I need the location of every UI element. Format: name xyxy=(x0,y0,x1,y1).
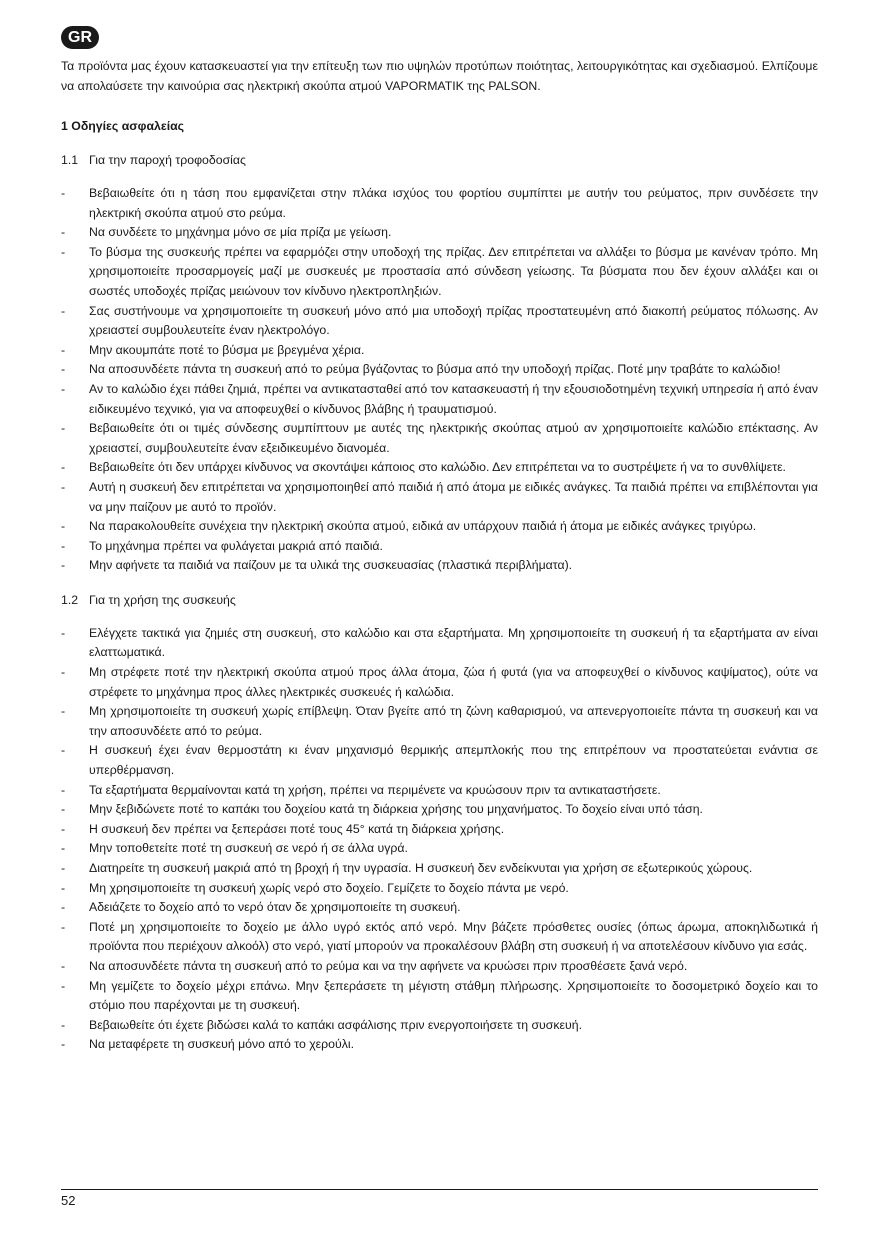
list-item: - Αδειάζετε το δοχείο από το νερό όταν δε χρησιμοποιείτε τη συσκευή. xyxy=(61,898,818,918)
footer-divider xyxy=(61,1189,818,1190)
list-item: - Να συνδέετε το μηχάνημα μόνο σε μία πρίζα με γείωση. xyxy=(61,223,818,243)
list-item: - Βεβαιωθείτε ότι δεν υπάρχει κίνδυνος να σκοντάψει κάποιος στο καλώδιο. Δεν επιτρέπεται να το συστρέψετε ή να το συνθλίψετε. xyxy=(61,458,818,478)
list-item: - Μην ξεβιδώνετε ποτέ το καπάκι του δοχείου κατά τη διάρκεια χρήσης του μηχανήματος. Το δοχείο είναι υπό τάση. xyxy=(61,800,818,820)
list-item: - Μην αφήνετε τα παιδιά να παίζουν με τα υλικά της συσκευασίας (πλαστικά περιβλήματα). xyxy=(61,556,818,576)
page-number: 52 xyxy=(61,1193,76,1208)
page-content xyxy=(61,56,818,1055)
list-item: - Να παρακολουθείτε συνέχεια την ηλεκτρική σκούπα ατμού, ειδικά αν υπάρχουν παιδιά ή άτομα με ειδικές ανάγκες τριγύρω. xyxy=(61,517,818,537)
subsection-2-heading xyxy=(61,590,818,610)
list-item: - Η συσκευή έχει έναν θερμοστάτη κι έναν μηχανισμό θερμικής απεμπλοκής που της επιτρέπουν να προστατεύεται ενάντια σε υπερθέρμανση. xyxy=(61,741,818,780)
list-item: - Μη χρησιμοποιείτε τη συσκευή χωρίς νερό στο δοχείο. Γεμίζετε το δοχείο πάντα με νερό. xyxy=(61,879,818,899)
list-item: - Τα εξαρτήματα θερμαίνονται κατά τη χρήση, πρέπει να περιμένετε να κρυώσουν πριν τα αντικαταστήσετε. xyxy=(61,781,818,801)
subsection-1-number: 1.1 xyxy=(61,153,79,167)
list-item: - Μη στρέφετε ποτέ την ηλεκτρική σκούπα ατμού προς άλλα άτομα, ζώα ή φυτά (για να αποφευχθεί ο κίνδυνος καψίματος), ούτε να στρέφετε το μηχάνημα προς άλλες ηλεκτρικές συσκευές ή καλώδια. xyxy=(61,663,818,702)
list-item: - Το μηχάνημα πρέπει να φυλάγεται μακριά από παιδιά. xyxy=(61,537,818,557)
list-item: - Αυτή η συσκευή δεν επιτρέπεται να χρησιμοποιηθεί από παιδιά ή από άτομα με ειδικές ανάγκες. Τα παιδιά πρέπει να επιβλέπονται για να μην παίζουν με αυτό το προϊόν. xyxy=(61,478,818,517)
list-item: - Μην τοποθετείτε ποτέ τη συσκευή σε νερό ή σε άλλα υγρά. xyxy=(61,839,818,859)
list-item: - Βεβαιωθείτε ότι έχετε βιδώσει καλά το καπάκι ασφάλισης πριν ενεργοποιήσετε τη συσκευή. xyxy=(61,1016,818,1036)
list-item: - Να μεταφέρετε τη συσκευή μόνο από το χερούλι. xyxy=(61,1035,818,1055)
list-item: - Σας συστήνουμε να χρησιμοποιείτε τη συσκευή μόνο από μια υποδοχή πρίζας προστατευμένη από διακοπή ρεύματος πόλωσης. Αν χρειαστεί συμβουλευτείτε έναν ηλεκτρολόγο. xyxy=(61,302,818,341)
list-item: - Το βύσμα της συσκευής πρέπει να εφαρμόζει στην υποδοχή της πρίζας. Δεν επιτρέπεται να αλλάξει το βύσμα με κανέναν τρόπο. Μη χρησιμοποιείτε προσαρμογείς μαζί με συσκευές με προστασία από σύνδεση γείωσης. Τα βύσματα που δεν έχουν αλλάξει και οι σωστές υποδοχές πρίζας μειώνουν τον κίνδυνο ηλεκτροπληξιών. xyxy=(61,243,818,302)
subsection-2-number: 1.2 xyxy=(61,592,79,607)
subsection-2-title: Για τη χρήση της συσκευής xyxy=(89,592,236,607)
list-item: - Βεβαιωθείτε ότι οι τιμές σύνδεσης συμπίπτουν με αυτές της ηλεκτρικής σκούπας ατμού αν χρησιμοποιείτε καλώδιο επέκτασης. Αν χρειαστεί, συμβουλευτείτε έναν εξειδικευμένο διανομέα. xyxy=(61,419,818,458)
list-item: - Να αποσυνδέετε πάντα τη συσκευή από το ρεύμα βγάζοντας το βύσμα από την υποδοχή πρίζας. Ποτέ μην τραβάτε το καλώδιο! xyxy=(61,360,818,380)
intro-paragraph: Τα προϊόντα μας έχουν κατασκευαστεί για την επίτευξη των πιο υψηλών προτύπων ποιότητας, λειτουργικότητας και σχεδιασμού. Ελπίζουμε να απολαύσετε την καινούρια σας ηλεκτρική σκούπα ατμού VAPORMATIK της PALSON. xyxy=(61,59,818,93)
subsection-1-title: Για την παροχή τροφοδοσίας xyxy=(89,153,246,167)
subsection-1-heading xyxy=(61,150,818,170)
list-item: - Βεβαιωθείτε ότι η τάση που εμφανίζεται στην πλάκα ισχύος του φορτίου συμπίπτει με αυτήν του ρεύματος, πριν συνδέσετε την ηλεκτρική σκούπα ατμού στο ρεύμα. xyxy=(61,184,818,223)
list-item: - Αν το καλώδιο έχει πάθει ζημιά, πρέπει να αντικατασταθεί από τον κατασκευαστή ή την εξουσιοδοτημένη τεχνική υπηρεσία ή από έναν ειδικευμένο τεχνικό, για να αποφευχθεί ο κίνδυνος βλάβης ή τραυματισμού. xyxy=(61,380,818,419)
list-item: - Διατηρείτε τη συσκευή μακριά από τη βροχή ή την υγρασία. Η συσκευή δεν ενδείκνυται για χρήση σε εξωτερικούς χώρους. xyxy=(61,859,818,879)
list-item: - Ελέγχετε τακτικά για ζημιές στη συσκευή, στο καλώδιο και στα εξαρτήματα. Μη χρησιμοποιείτε τη συσκευή ή τα εξαρτήματα αν είναι ελαττωματικά. xyxy=(61,624,818,663)
list-item: - Μη γεμίζετε το δοχείο μέχρι επάνω. Μην ξεπεράσετε τη μέγιστη στάθμη πλήρωσης. Χρησιμοποιείτε το δοσομετρικό δοχείο και το στόμιο που παρέχονται με τη συσκευή. xyxy=(61,977,818,1016)
list-item: - Μη χρησιμοποιείτε τη συσκευή χωρίς επίβλεψη. Όταν βγείτε από τη ζώνη καθαρισμού, να απενεργοποιείτε πάντα τη συσκευή και να την αποσυνδέετε από το ρεύμα. xyxy=(61,702,818,741)
subsection-1-list xyxy=(61,184,818,576)
section-heading: 1 Οδηγίες ασφαλείας xyxy=(61,119,185,133)
language-badge: GR xyxy=(61,26,99,49)
list-item: - Η συσκευή δεν πρέπει να ξεπεράσει ποτέ τους 45° κατά τη διάρκεια χρήσης. xyxy=(61,820,818,840)
list-item: - Να αποσυνδέετε πάντα τη συσκευή από το ρεύμα και να την αφήνετε να κρυώσει πριν προσθέσετε ξανά νερό. xyxy=(61,957,818,977)
list-item: - Μην ακουμπάτε ποτέ το βύσμα με βρεγμένα χέρια. xyxy=(61,341,818,361)
list-item: - Ποτέ μη χρησιμοποιείτε το δοχείο με άλλο υγρό εκτός από νερό. Μην βάζετε πρόσθετες ουσίες (όπως άρωμα, αποκηλιδωτικά ή προϊόντα που περιέχουν αλκοόλ) στο νερό, γιατί μπορούν να προκαλέσουν βλάβη στη συσκευή ή να αποτελέσουν κίνδυνο για εσάς. xyxy=(61,918,818,957)
subsection-2-list xyxy=(61,624,818,1055)
